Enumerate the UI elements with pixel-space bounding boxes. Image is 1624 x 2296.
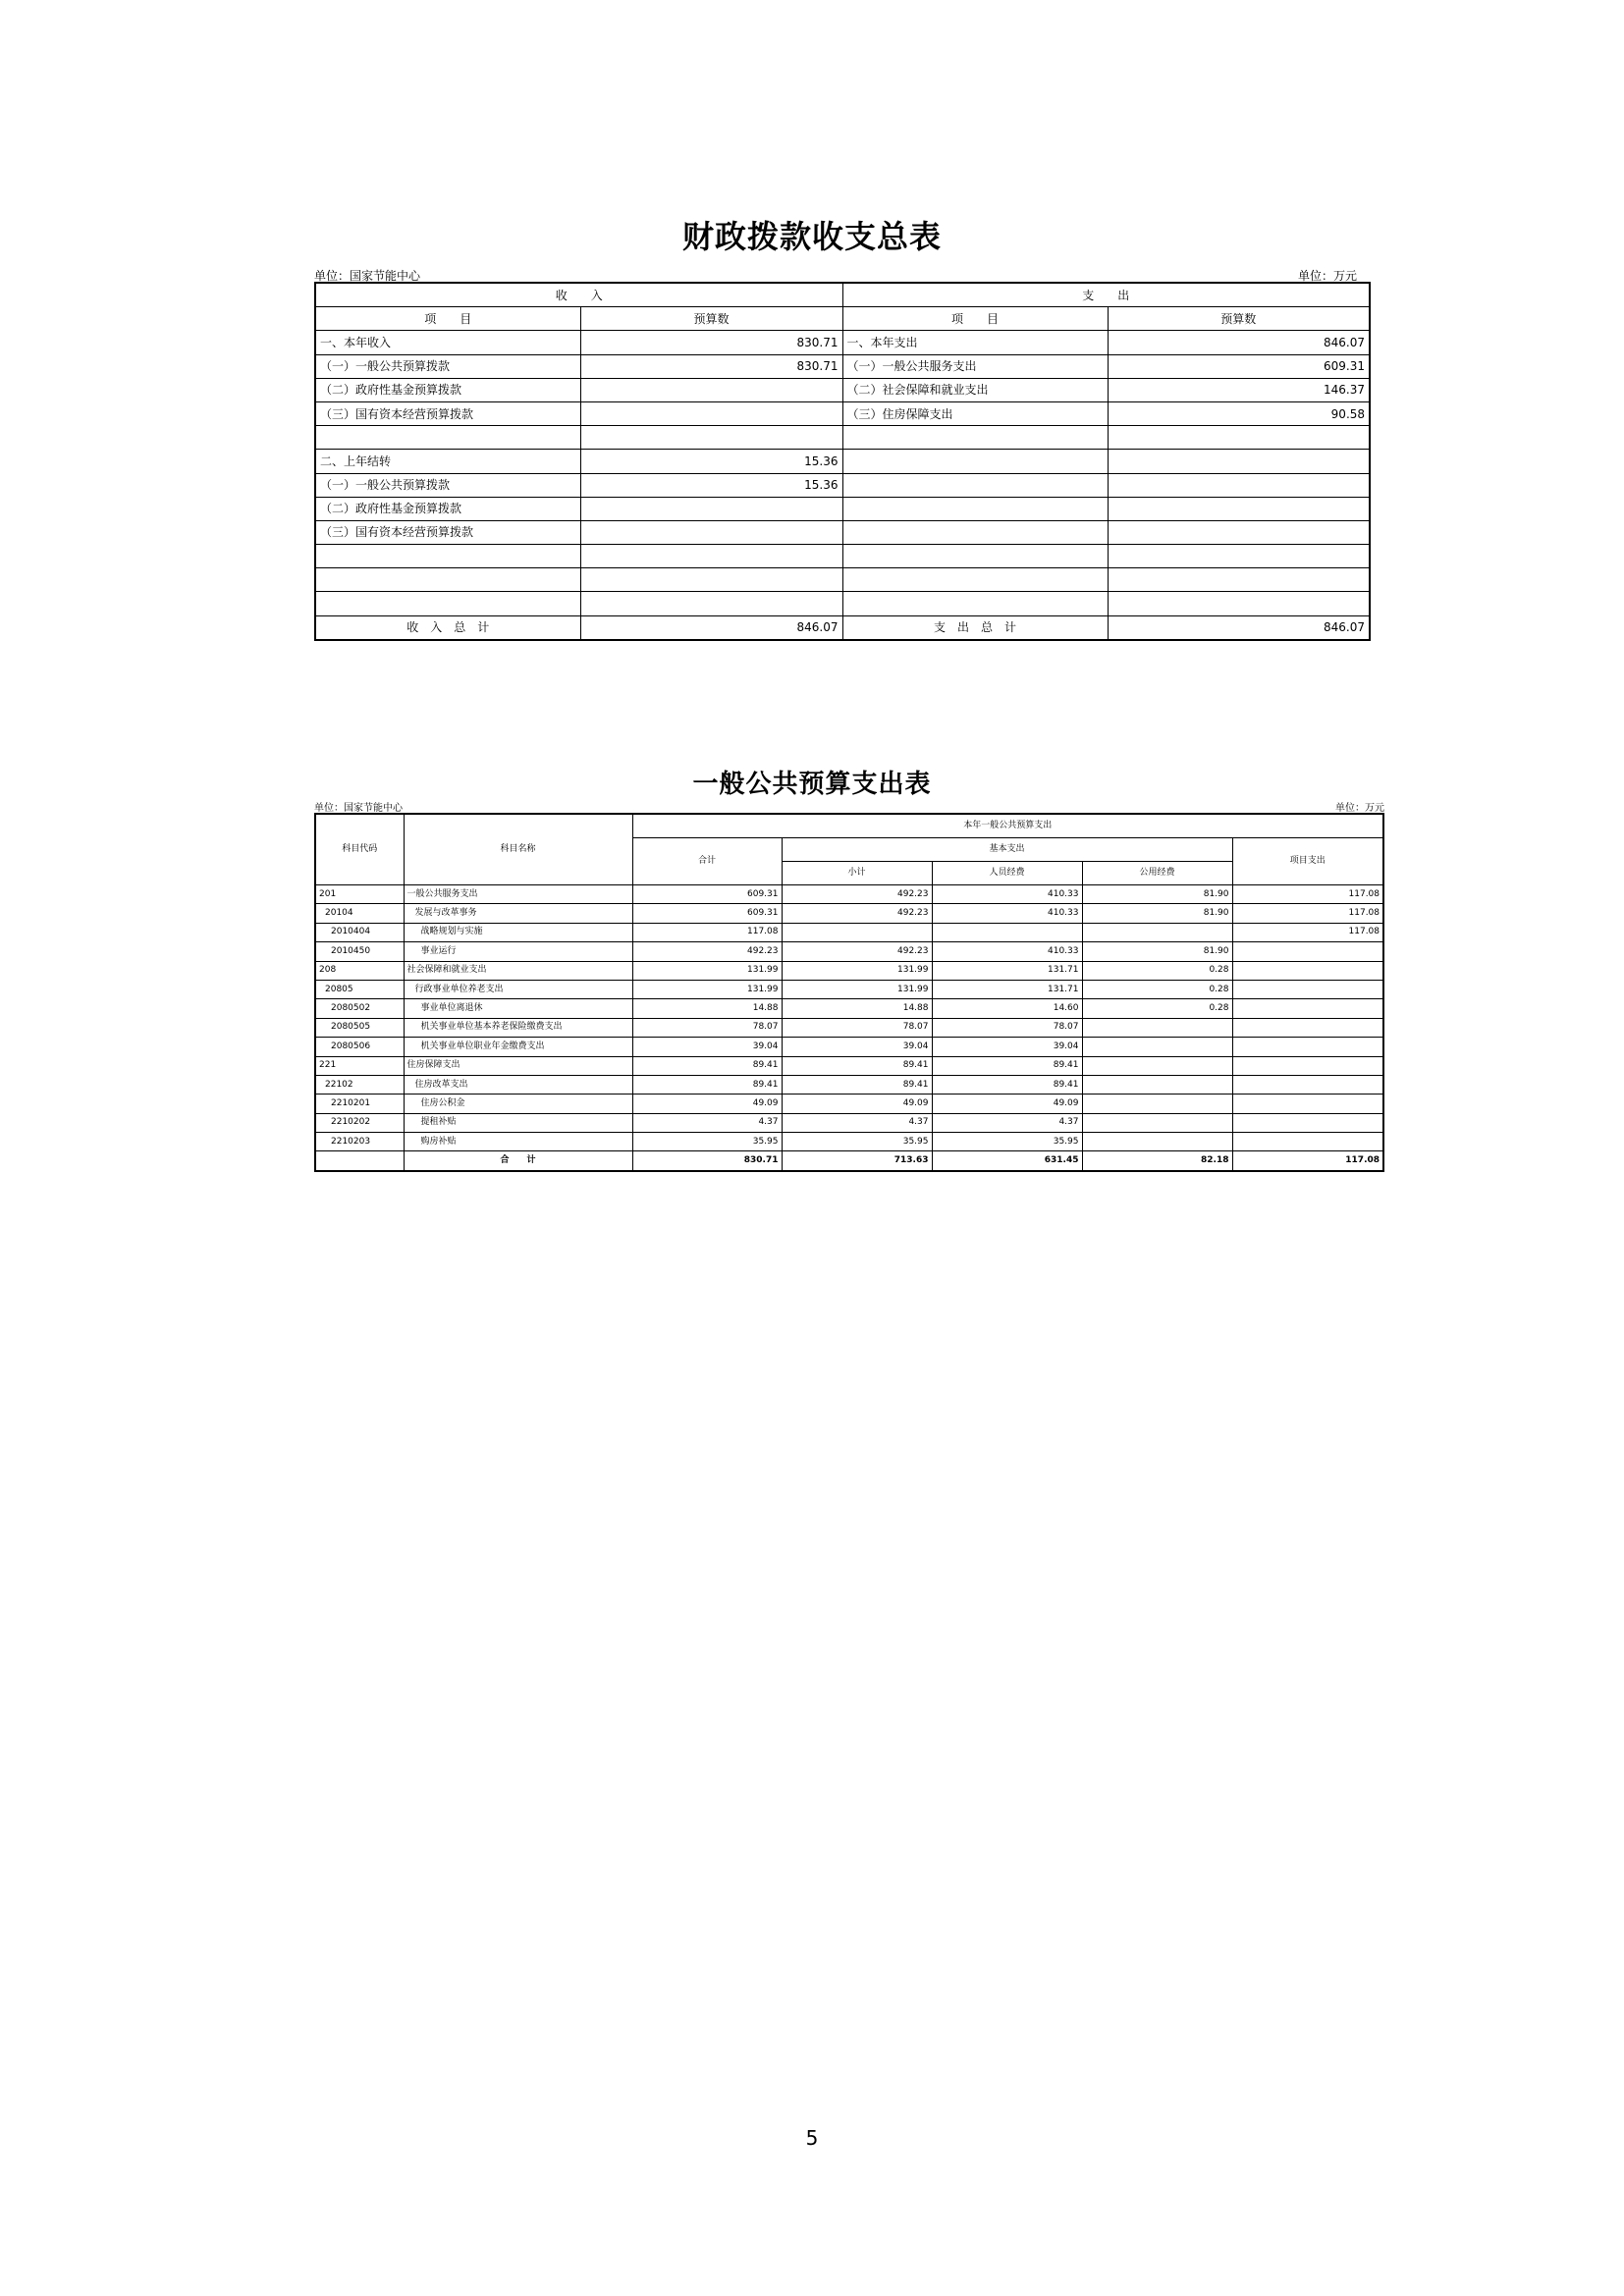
total-cell: 14.88 (632, 999, 782, 1018)
expense-budget-cell: 846.07 (1108, 331, 1370, 354)
expense-item-cell: 一、本年支出 (842, 331, 1108, 354)
income-item-cell: （一）一般公共预算拨款 (315, 473, 580, 497)
total-income-label: 收 入 总 计 (315, 615, 580, 640)
page-number: 5 (805, 2126, 819, 2150)
personnel-cell: 4.37 (932, 1113, 1082, 1132)
subtotal-cell: 89.41 (782, 1056, 932, 1075)
subject-name-cell: 社会保障和就业支出 (404, 961, 632, 980)
subject-code-cell: 221 (315, 1056, 404, 1075)
expense-item-cell: （一）一般公共服务支出 (842, 354, 1108, 378)
project-cell (1232, 980, 1383, 998)
income-item-cell: （二）政府性基金预算拨款 (315, 378, 580, 401)
income-item-cell (315, 545, 580, 568)
table-row (315, 1056, 1383, 1075)
table-row (315, 354, 1370, 378)
personnel-cell: 89.41 (932, 1056, 1082, 1075)
project-cell (1232, 1113, 1383, 1132)
project-cell (1232, 1038, 1383, 1056)
table-row (315, 401, 1370, 425)
table-row (315, 426, 1370, 450)
table-row (315, 1133, 1383, 1151)
expense-item-cell (842, 450, 1108, 473)
grand-personnel-value: 631.45 (932, 1151, 1082, 1171)
personnel-cell: 49.09 (932, 1095, 1082, 1113)
income-item-cell: 一、本年收入 (315, 331, 580, 354)
subject-name-cell: 行政事业单位养老支出 (404, 980, 632, 998)
subject-name-cell: 发展与改革事务 (404, 904, 632, 923)
subject-name-cell: 事业单位离退休 (404, 999, 632, 1018)
subtotal-cell: 49.09 (782, 1095, 932, 1113)
total-cell: 35.95 (632, 1133, 782, 1151)
subtotal-cell: 4.37 (782, 1113, 932, 1132)
table-row (315, 568, 1370, 592)
expense-item-cell (842, 426, 1108, 450)
table-row (315, 592, 1370, 615)
expense-budget-cell (1108, 450, 1370, 473)
personnel-cell: 35.95 (932, 1133, 1082, 1151)
subject-name-header: 科目名称 (404, 814, 632, 885)
subject-name-cell: 机关事业单位职业年金缴费支出 (404, 1038, 632, 1056)
project-cell (1232, 961, 1383, 980)
income-budget-cell: 15.36 (580, 450, 842, 473)
personnel-cell: 410.33 (932, 942, 1082, 961)
income-item-cell (315, 592, 580, 615)
table2-unit-currency: 单位：万元 (1335, 803, 1384, 814)
expense-item-cell (842, 545, 1108, 568)
subject-name-cell: 提租补贴 (404, 1113, 632, 1132)
table-row (315, 1113, 1383, 1132)
public-funds-cell (1082, 923, 1232, 941)
table2-total-row (315, 1151, 1383, 1171)
table1-total-row (315, 615, 1370, 640)
table-row (315, 331, 1370, 354)
income-item-cell: （二）政府性基金预算拨款 (315, 497, 580, 520)
subtotal-cell: 39.04 (782, 1038, 932, 1056)
subtotal-cell: 89.41 (782, 1075, 932, 1094)
public-funds-cell (1082, 1018, 1232, 1037)
subtotal-cell: 492.23 (782, 904, 932, 923)
fiscal-appropriation-summary-table (314, 282, 1371, 641)
grand-total-value: 830.71 (632, 1151, 782, 1171)
subject-name-cell: 住房保障支出 (404, 1056, 632, 1075)
expense-group-header: 支 出 (842, 283, 1370, 307)
project-cell (1232, 1133, 1383, 1151)
subtotal-cell: 78.07 (782, 1018, 932, 1037)
personnel-cell: 89.41 (932, 1075, 1082, 1094)
subtotal-cell: 492.23 (782, 942, 932, 961)
total-cell: 39.04 (632, 1038, 782, 1056)
subject-code-cell: 2010404 (315, 923, 404, 941)
total-header: 合计 (632, 838, 782, 885)
subject-name-cell: 机关事业单位基本养老保险缴费支出 (404, 1018, 632, 1037)
project-cell (1232, 1018, 1383, 1037)
expense-budget-cell (1108, 426, 1370, 450)
public-funds-header: 公用经费 (1082, 862, 1232, 885)
income-budget-cell: 15.36 (580, 473, 842, 497)
expense-item-cell (842, 568, 1108, 592)
expense-budget-cell (1108, 473, 1370, 497)
income-budget-cell: 830.71 (580, 354, 842, 378)
expense-budget-cell (1108, 592, 1370, 615)
total-cell: 131.99 (632, 980, 782, 998)
basic-expenditure-header: 基本支出 (782, 838, 1232, 862)
income-budget-cell (580, 401, 842, 425)
income-item-cell (315, 568, 580, 592)
personnel-cell: 78.07 (932, 1018, 1082, 1037)
project-cell (1232, 942, 1383, 961)
expense-budget-cell (1108, 545, 1370, 568)
expense-item-cell (842, 592, 1108, 615)
subject-code-cell: 2210201 (315, 1095, 404, 1113)
subtotal-cell: 131.99 (782, 961, 932, 980)
income-budget-cell (580, 568, 842, 592)
total-cell: 89.41 (632, 1075, 782, 1094)
total-cell: 78.07 (632, 1018, 782, 1037)
subject-code-cell: 22102 (315, 1075, 404, 1094)
total-cell: 4.37 (632, 1113, 782, 1132)
project-expenditure-header: 项目支出 (1232, 838, 1383, 885)
expense-budget-cell (1108, 568, 1370, 592)
income-budget-cell (580, 520, 842, 544)
subject-code-cell: 2080502 (315, 999, 404, 1018)
expense-budget-cell: 146.37 (1108, 378, 1370, 401)
personnel-cell: 410.33 (932, 885, 1082, 904)
income-item-cell: （一）一般公共预算拨款 (315, 354, 580, 378)
personnel-cell: 39.04 (932, 1038, 1082, 1056)
grand-project-value: 117.08 (1232, 1151, 1383, 1171)
subtotal-cell: 131.99 (782, 980, 932, 998)
income-group-header: 收 入 (315, 283, 842, 307)
public-funds-cell (1082, 1075, 1232, 1094)
general-public-budget-expenditure-table (314, 813, 1384, 1172)
subtotal-header: 小计 (782, 862, 932, 885)
table-row (315, 999, 1383, 1018)
subject-name-cell: 战略规划与实施 (404, 923, 632, 941)
expense-budget-cell: 609.31 (1108, 354, 1370, 378)
subject-code-cell: 2010450 (315, 942, 404, 961)
subject-name-cell: 一般公共服务支出 (404, 885, 632, 904)
expense-budget-cell (1108, 520, 1370, 544)
total-cell: 609.31 (632, 904, 782, 923)
public-funds-cell: 81.90 (1082, 942, 1232, 961)
income-item-cell: （三）国有资本经营预算拨款 (315, 401, 580, 425)
total-code-cell (315, 1151, 404, 1171)
table-row (315, 450, 1370, 473)
public-funds-cell (1082, 1133, 1232, 1151)
project-cell (1232, 1056, 1383, 1075)
table-row (315, 904, 1383, 923)
subtotal-cell (782, 923, 932, 941)
personnel-cell: 410.33 (932, 904, 1082, 923)
total-income-value: 846.07 (580, 615, 842, 640)
table-row (315, 1038, 1383, 1056)
subject-name-cell: 住房改革支出 (404, 1075, 632, 1094)
income-budget-cell (580, 497, 842, 520)
expense-item-cell (842, 473, 1108, 497)
public-funds-cell: 81.90 (1082, 904, 1232, 923)
income-item-header: 项 目 (315, 307, 580, 331)
total-expense-value: 846.07 (1108, 615, 1370, 640)
project-cell: 117.08 (1232, 923, 1383, 941)
subject-code-cell: 20104 (315, 904, 404, 923)
expense-item-cell: （三）住房保障支出 (842, 401, 1108, 425)
total-cell: 492.23 (632, 942, 782, 961)
total-expense-label: 支 出 总 计 (842, 615, 1108, 640)
subject-code-cell: 20805 (315, 980, 404, 998)
table-row (315, 961, 1383, 980)
table-row (315, 942, 1383, 961)
income-budget-cell: 830.71 (580, 331, 842, 354)
table-row (315, 545, 1370, 568)
subject-code-cell: 2080505 (315, 1018, 404, 1037)
personnel-header: 人员经费 (932, 862, 1082, 885)
total-cell: 131.99 (632, 961, 782, 980)
expense-item-cell: （二）社会保障和就业支出 (842, 378, 1108, 401)
subtotal-cell: 14.88 (782, 999, 932, 1018)
personnel-cell (932, 923, 1082, 941)
subject-name-cell: 事业运行 (404, 942, 632, 961)
expense-item-cell (842, 497, 1108, 520)
public-funds-cell (1082, 1113, 1232, 1132)
project-cell (1232, 1075, 1383, 1094)
personnel-cell: 14.60 (932, 999, 1082, 1018)
table-row (315, 885, 1383, 904)
table2-title: 一般公共预算支出表 (692, 770, 932, 799)
subject-code-cell: 2210203 (315, 1133, 404, 1151)
public-funds-cell (1082, 1038, 1232, 1056)
table2-unit-org: 单位：国家节能中心 (314, 803, 403, 814)
expense-budget-cell: 90.58 (1108, 401, 1370, 425)
income-budget-cell (580, 545, 842, 568)
total-cell: 117.08 (632, 923, 782, 941)
expense-budget-cell (1108, 497, 1370, 520)
expense-item-cell (842, 520, 1108, 544)
income-item-cell (315, 426, 580, 450)
table-row (315, 923, 1383, 941)
income-item-cell: 二、上年结转 (315, 450, 580, 473)
subject-name-cell: 住房公积金 (404, 1095, 632, 1113)
table-row (315, 1095, 1383, 1113)
public-funds-cell (1082, 1056, 1232, 1075)
public-funds-cell: 0.28 (1082, 999, 1232, 1018)
grand-subtotal-value: 713.63 (782, 1151, 932, 1171)
personnel-cell: 131.71 (932, 980, 1082, 998)
total-cell: 89.41 (632, 1056, 782, 1075)
subtotal-cell: 35.95 (782, 1133, 932, 1151)
table1-unit-currency: 单位：万元 (1298, 269, 1358, 283)
income-item-cell: （三）国有资本经营预算拨款 (315, 520, 580, 544)
table1-unit-org: 单位：国家节能中心 (314, 269, 421, 283)
project-cell: 117.08 (1232, 904, 1383, 923)
annual-expenditure-group-header: 本年一般公共预算支出 (632, 814, 1383, 838)
project-cell (1232, 999, 1383, 1018)
subject-code-cell: 2080506 (315, 1038, 404, 1056)
table-row (315, 980, 1383, 998)
table-row (315, 497, 1370, 520)
subject-name-cell: 购房补贴 (404, 1133, 632, 1151)
grand-public-funds-value: 82.18 (1082, 1151, 1232, 1171)
table1-title: 财政拨款收支总表 (681, 218, 942, 255)
table-row (315, 520, 1370, 544)
subtotal-cell: 492.23 (782, 885, 932, 904)
table-row (315, 1075, 1383, 1094)
expense-budget-header: 预算数 (1108, 307, 1370, 331)
public-funds-cell: 0.28 (1082, 980, 1232, 998)
personnel-cell: 131.71 (932, 961, 1082, 980)
project-cell (1232, 1095, 1383, 1113)
table-row (315, 1018, 1383, 1037)
public-funds-cell: 0.28 (1082, 961, 1232, 980)
public-funds-cell: 81.90 (1082, 885, 1232, 904)
subject-code-cell: 208 (315, 961, 404, 980)
total-label: 合 计 (404, 1151, 632, 1171)
income-budget-cell (580, 592, 842, 615)
project-cell: 117.08 (1232, 885, 1383, 904)
total-cell: 609.31 (632, 885, 782, 904)
public-funds-cell (1082, 1095, 1232, 1113)
income-budget-cell (580, 378, 842, 401)
expense-item-header: 项 目 (842, 307, 1108, 331)
total-cell: 49.09 (632, 1095, 782, 1113)
subject-code-cell: 2210202 (315, 1113, 404, 1132)
table-row (315, 378, 1370, 401)
table-row (315, 473, 1370, 497)
income-budget-header: 预算数 (580, 307, 842, 331)
income-budget-cell (580, 426, 842, 450)
subject-code-cell: 201 (315, 885, 404, 904)
subject-code-header: 科目代码 (315, 814, 404, 885)
